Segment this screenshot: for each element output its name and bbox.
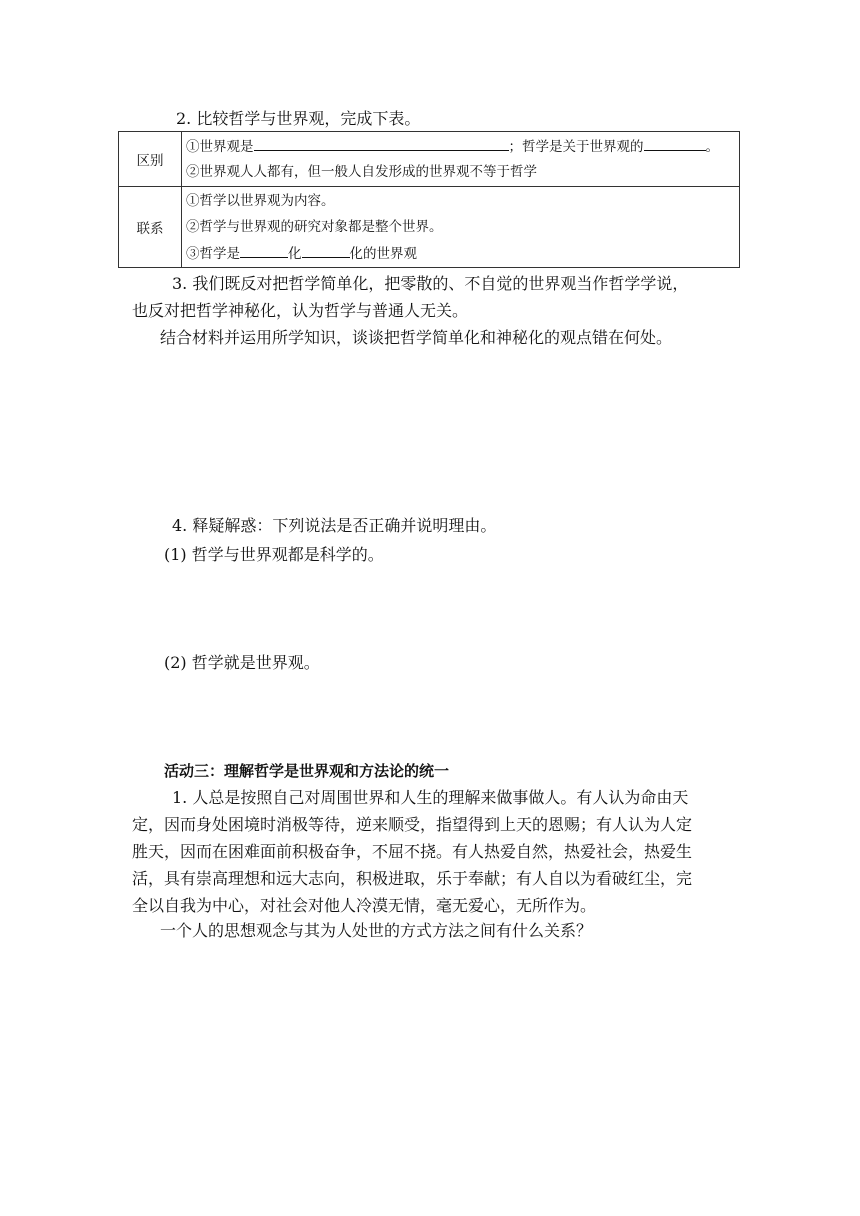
activity3-question: 一个人的思想观念与其为人处世的方式方法之间有什么关系？ bbox=[160, 921, 593, 940]
q3-line1: 3. 我们既反对把哲学简单化，把零散的、不自觉的世界观当作哲学学说， bbox=[172, 274, 689, 293]
link-row-3 bbox=[186, 240, 739, 266]
link-row3-c: 化的世界观 bbox=[349, 246, 417, 262]
answer-blank-4[interactable] bbox=[302, 240, 350, 258]
activity3-p1-line4: 活，具有崇高理想和远大志向，积极进取，乐于奉献；有人自以为看破红尘，完 bbox=[132, 869, 693, 888]
link-label: 联系 bbox=[136, 221, 164, 237]
link-content-cell bbox=[182, 187, 740, 268]
q3-question: 结合材料并运用所学知识，谈谈把哲学简单化和神秘化的观点错在何处。 bbox=[160, 328, 673, 347]
diff-content-cell bbox=[182, 132, 740, 187]
q4-item1: (1) 哲学与世界观都是科学的。 bbox=[164, 545, 384, 564]
q3-line2: 也反对把哲学神秘化，认为哲学与普通人无关。 bbox=[132, 301, 469, 320]
q4-title: 4. 释疑解惑：下列说法是否正确并说明理由。 bbox=[172, 516, 497, 535]
link-row-2: ②哲学与世界观的研究对象都是整个世界。 bbox=[186, 219, 443, 235]
diff-row1-mid: ；哲学是关于世界观的 bbox=[508, 139, 644, 155]
answer-blank-1[interactable] bbox=[254, 133, 509, 151]
diff-row1-prefix: ①世界观是 bbox=[186, 139, 254, 155]
activity3-p1-line2: 定，因而身处困境时消极等待，逆来顺受，指望得到上天的恩赐；有人认为人定 bbox=[132, 815, 693, 834]
answer-blank-2[interactable] bbox=[644, 133, 706, 151]
diff-row-2: ②世界观人人都有，但一般人自发形成的世界观不等于哲学 bbox=[186, 164, 537, 180]
answer-blank-3[interactable] bbox=[240, 240, 288, 258]
activity3-p1-line1: 1. 人总是按照自己对周围世界和人生的理解来做事做人。有人认为命由天 bbox=[172, 788, 689, 807]
diff-row1-end: 。 bbox=[705, 139, 719, 155]
link-row3-a: ③哲学是 bbox=[186, 246, 240, 262]
link-row3-b: 化 bbox=[288, 246, 302, 262]
q4-item2: (2) 哲学就是世界观。 bbox=[164, 653, 320, 672]
activity3-p1-line5: 全以自我为中心，对社会对他人冷漠无情，毫无爱心，无所作为。 bbox=[132, 896, 597, 915]
comparison-table bbox=[118, 131, 740, 268]
diff-row-1 bbox=[186, 133, 739, 159]
activity3-heading: 活动三：理解哲学是世界观和方法论的统一 bbox=[164, 762, 450, 780]
q2-title: 2. 比较哲学与世界观，完成下表。 bbox=[176, 109, 421, 128]
link-row-1: ①哲学以世界观为内容。 bbox=[186, 193, 335, 209]
link-label-cell bbox=[119, 187, 182, 268]
diff-label-cell bbox=[119, 132, 182, 187]
diff-label: 区别 bbox=[136, 153, 164, 169]
activity3-p1-line3: 胜天，因而在困难面前积极奋争，不屈不挠。有人热爱自然，热爱社会，热爱生 bbox=[132, 842, 693, 861]
